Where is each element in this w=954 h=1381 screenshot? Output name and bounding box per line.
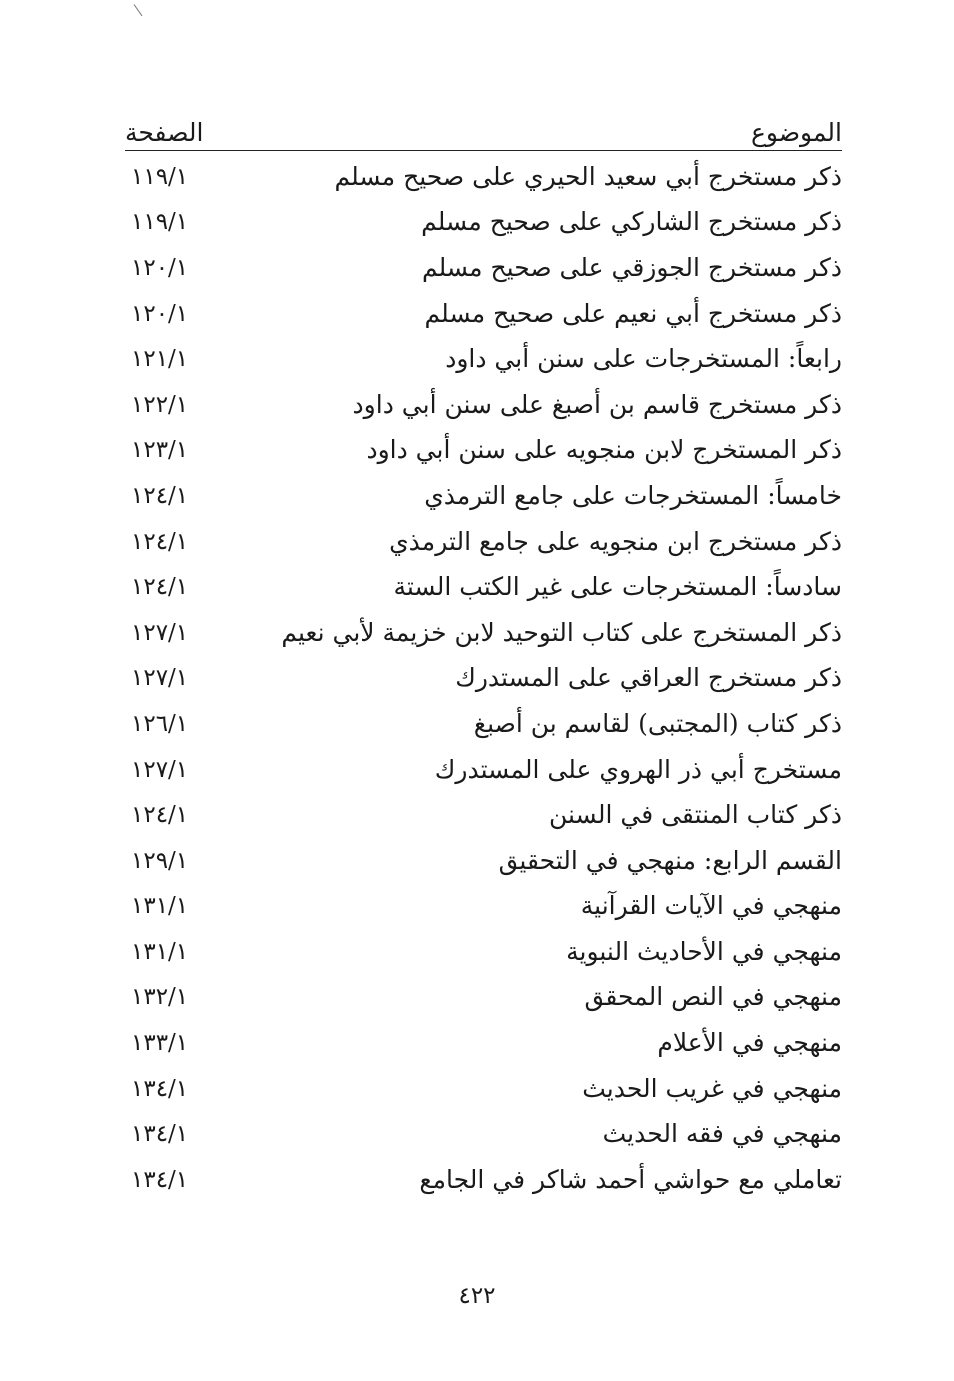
toc-entry-page: ١٢٤/١ bbox=[131, 482, 189, 509]
toc-entry-page: ١٢٧/١ bbox=[131, 619, 189, 646]
toc-entry-page: ١١٩/١ bbox=[131, 163, 189, 190]
toc-entry-title: القسم الرابع: منهجي في التحقيق bbox=[498, 845, 842, 875]
toc-entry bbox=[125, 564, 842, 610]
scan-mark bbox=[134, 4, 143, 16]
toc-entry bbox=[125, 975, 842, 1021]
toc-entry bbox=[125, 1111, 842, 1157]
toc-entry-title: منهجي في غريب الحديث bbox=[582, 1073, 842, 1103]
toc-entry-page: ١٣٣/١ bbox=[131, 1030, 189, 1057]
toc-entry bbox=[125, 884, 842, 930]
topic-column-label: الموضوع bbox=[751, 118, 842, 147]
toc-entry-title: ذكر مستخرج الشاركي على صحيح مسلم bbox=[421, 207, 842, 237]
toc-entry bbox=[125, 245, 842, 291]
toc-entry bbox=[125, 792, 842, 838]
toc-entry-page: ١٢٩/١ bbox=[131, 847, 189, 874]
toc-entry-title: ذكر كتاب المنتقى في السنن bbox=[548, 800, 842, 830]
toc-entry-title: ذكر مستخرج أبي نعيم على صحيح مسلم bbox=[424, 298, 842, 328]
toc-entry-page: ١٢٤/١ bbox=[131, 574, 189, 601]
header-rule bbox=[125, 150, 842, 151]
toc-entry-title: خامساً: المستخرجات على جامع الترمذي bbox=[424, 480, 842, 510]
toc-entry bbox=[125, 382, 842, 428]
toc-entry-title: ذكر مستخرج ابن منجويه على جامع الترمذي bbox=[389, 526, 842, 556]
toc-entry-page: ١٢٧/١ bbox=[131, 756, 189, 783]
toc-entry-title: سادساً: المستخرجات على غير الكتب الستة bbox=[393, 572, 842, 602]
toc-entry-title: ذكر مستخرج قاسم بن أصبغ على سنن أبي داود bbox=[352, 389, 842, 419]
page-column-label: الصفحة bbox=[125, 118, 204, 147]
toc-entry bbox=[125, 701, 842, 747]
toc-list bbox=[125, 154, 842, 1203]
toc-entry-page: ١٢٠/١ bbox=[131, 300, 189, 327]
toc-entry bbox=[125, 154, 842, 200]
toc-entry-page: ١٣١/١ bbox=[131, 893, 189, 920]
toc-entry bbox=[125, 747, 842, 793]
toc-entry-page: ١١٩/١ bbox=[131, 209, 189, 236]
toc-entry-page: ١٢٧/١ bbox=[131, 665, 189, 692]
toc-entry bbox=[125, 473, 842, 519]
toc-entry bbox=[125, 291, 842, 337]
toc-entry-page: ١٣٤/١ bbox=[131, 1121, 189, 1148]
toc-entry-page: ١٣٢/١ bbox=[131, 984, 189, 1011]
toc-entry-page: ١٢٦/١ bbox=[131, 710, 189, 737]
toc-entry-title: ذكر مستخرج أبي سعيد الحيري على صحيح مسلم bbox=[334, 161, 842, 191]
toc-entry-page: ١٣٤/١ bbox=[131, 1166, 189, 1193]
toc-entry bbox=[125, 1157, 842, 1203]
toc-entry-title: مستخرج أبي ذر الهروي على المستدرك bbox=[434, 754, 842, 784]
toc-entry-page: ١٢٤/١ bbox=[131, 528, 189, 555]
toc-entry-title: ذكر المستخرج لابن منجويه على سنن أبي داود bbox=[366, 435, 842, 465]
toc-entry-page: ١٣٤/١ bbox=[131, 1075, 189, 1102]
toc-entry bbox=[125, 838, 842, 884]
toc-entry bbox=[125, 929, 842, 975]
toc-entry bbox=[125, 336, 842, 382]
toc-entry-title: تعاملي مع حواشي أحمد شاكر في الجامع bbox=[419, 1164, 842, 1194]
toc-entry-title: منهجي في فقه الحديث bbox=[602, 1119, 842, 1149]
toc-entry bbox=[125, 200, 842, 246]
toc-entry-title: منهجي في الآيات القرآنية bbox=[580, 891, 842, 921]
toc-entry bbox=[125, 610, 842, 656]
page-number: ٤٢٢ bbox=[458, 1283, 496, 1309]
toc-entry-title: منهجي في الأعلام bbox=[657, 1028, 842, 1058]
toc-entry-page: ١٢٠/١ bbox=[131, 254, 189, 281]
toc-entry-page: ١٢٣/١ bbox=[131, 437, 189, 464]
toc-entry-title: ذكر كتاب (المجتبى) لقاسم بن أصبغ bbox=[473, 708, 842, 738]
toc-entry-page: ١٢٢/١ bbox=[131, 391, 189, 418]
toc-entry-title: رابعاً: المستخرجات على سنن أبي داود bbox=[445, 344, 842, 374]
toc-entry-title: منهجي في الأحاديث النبوية bbox=[566, 936, 842, 966]
toc-entry bbox=[125, 656, 842, 702]
toc-entry-page: ١٣١/١ bbox=[131, 938, 189, 965]
toc-entry-page: ١٢١/١ bbox=[131, 346, 189, 373]
toc-entry bbox=[125, 428, 842, 474]
toc-entry-title: ذكر المستخرج على كتاب التوحيد لابن خزيمة لأبي نعيم bbox=[281, 617, 842, 647]
toc-entry bbox=[125, 519, 842, 565]
toc-entry-page: ١٢٤/١ bbox=[131, 802, 189, 829]
toc-header bbox=[125, 112, 842, 150]
toc-entry bbox=[125, 1066, 842, 1112]
toc-entry-title: منهجي في النص المحقق bbox=[584, 982, 842, 1012]
toc-entry-title: ذكر مستخرج العراقي على المستدرك bbox=[455, 663, 842, 693]
toc-entry-title: ذكر مستخرج الجوزقي على صحيح مسلم bbox=[421, 252, 842, 282]
toc-entry bbox=[125, 1020, 842, 1066]
